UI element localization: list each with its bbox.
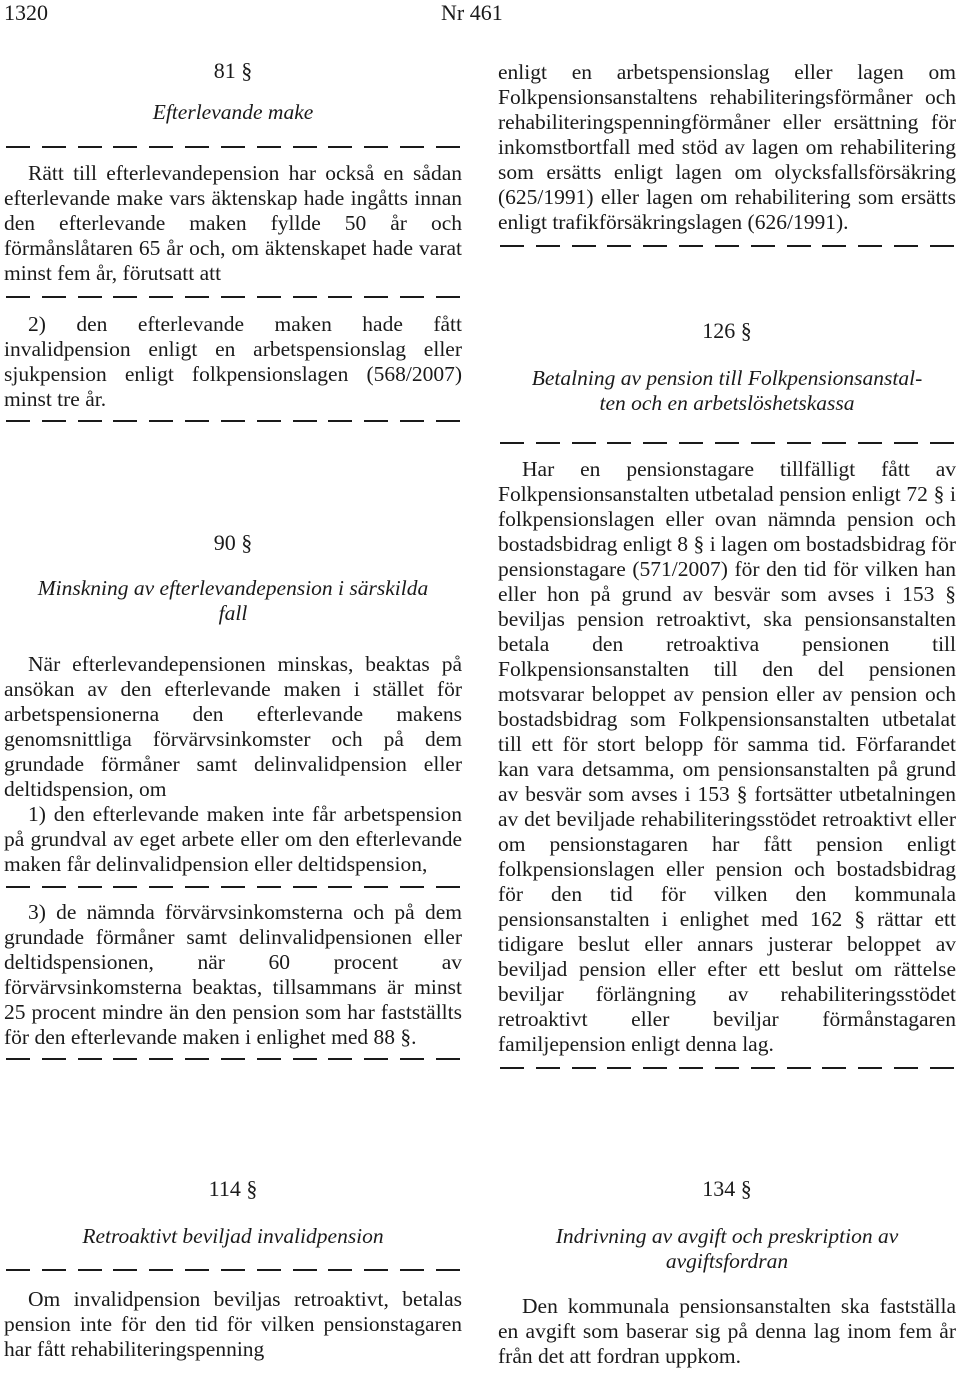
section-title-line-2: ten och en arbetslöshetskassa	[599, 391, 855, 415]
omission-dashes	[4, 1054, 462, 1064]
paragraph: När efterlevandepensionen minskas, beaktas på ansökan av den efterlevande maken i stället för arbetspensionerna den efterlevande makens genomsnittliga förvärvsinkomster och på dem grundade förmåner samt delinvalidpension eller deltidspension, om	[4, 652, 462, 801]
section-134	[498, 1176, 956, 1369]
section-title-line-2: avgiftsfordran	[665, 1249, 789, 1273]
section-title: Retroaktivt beviljad invalidpension	[82, 1224, 384, 1248]
section-title-line-2: fall	[218, 601, 248, 625]
section-126	[498, 318, 956, 1073]
section-90	[4, 530, 462, 1064]
paragraph: enligt en arbetspensionslag eller lagen om Folkpensionsanstaltens rehabiliteringsförmåner och rehabiliteringspenningförmåner eller ersättning för inkomstbortfall med stöd av lagen om rehabilitering som ersätts enligt lagen om olycksfallsförsäkring (625/1991) eller lagen om rehabilitering som ersätts enligt trafikförsäkringslagen (626/1991).	[498, 60, 956, 234]
paragraph: 1) den efterlevande maken inte får arbetspension på grundval av eget arbete eller om den efterlevande maken får delinvalidpension eller deltidspension,	[4, 802, 462, 876]
section-title-line-1: Minskning av efterlevandepension i särskilda	[37, 576, 429, 600]
section-number: 126 §	[702, 318, 752, 343]
section-number: 114 §	[208, 1176, 258, 1201]
section-number: 134 §	[702, 1176, 752, 1201]
omission-dashes	[4, 882, 462, 892]
continued-text	[498, 60, 956, 251]
paragraph: 2) den efterlevande maken hade fått invalidpension enligt en arbetspensionslag eller sjukpension enligt folkpensionslagen (568/2007) minst tre år.	[4, 312, 462, 411]
omission-dashes	[498, 1063, 956, 1073]
paragraph: Den kommunala pensionsanstalten ska fastställa en avgift som baserar sig på denna lag inom fem år från det att fordran uppkom.	[498, 1294, 956, 1368]
paragraph: 3) de nämnda förvärvsinkomsterna och på dem grundade förmåner samt delinvalidpensionen eller deltidspensionen, när 60 procent av förvärvsinkomsterna beaktas, tillsammans är minst 25 procent mindre än den pension som har fastställts för den efterlevande maken i enlighet med 88 §.	[4, 900, 462, 1049]
omission-dashes	[4, 292, 462, 302]
paragraph: Om invalidpension beviljas retroaktivt, betalas pension inte för den tid för vilken pensionstagaren har fått rehabiliteringspenning	[4, 1287, 462, 1361]
omission-dashes	[4, 142, 462, 152]
section-81	[4, 58, 462, 426]
section-title: Efterlevande make	[152, 100, 314, 124]
omission-dashes	[4, 1265, 462, 1275]
section-title-line-1: Betalning av pension till Folkpensionsanstal-	[531, 366, 923, 390]
section-title-line-1: Indrivning av avgift och preskription av	[555, 1224, 899, 1248]
page-number: 1320	[4, 0, 48, 25]
page-header	[0, 0, 960, 32]
section-114	[4, 1176, 462, 1362]
section-number: 90 §	[213, 530, 253, 555]
document-number: Nr 461	[441, 0, 503, 25]
paragraph: Rätt till efterlevandepension har också en sådan efterlevande make vars äktenskap hade ingåtts innan den efterlevande maken fyllde 50 år och förmånslåtaren 65 år och, om äktenskapet hade varat minst fem år, förutsatt att	[4, 161, 462, 285]
paragraph: Har en pensionstagare tillfälligt fått av Folkpensionsanstalten utbetalad pension enligt 72 § i folkpensionslagen eller ovan nämnda pension och bostadsbidrag enligt 8 § i lagen om bostadsbidrag för pensionstagare (571/2007) för den tid för vilken han eller hon på grund av besvär som avses i 153 § beviljas pension retroaktivt, ska pensionsanstalten betala den retroaktiva pensionen till Folkpensionsanstalten till den del pensionen motsvarar beloppet av pension eller av pension och bostadsbidrag som Folkpensionsanstalten utbetalat till ett för stort belopp för samma tid. Förfarandet kan vara detsamma, om pensionsanstalten på grund av besvär som avses i 153 § fortsätter utbetalningen av det beviljade rehabiliteringsstödet retroaktivt eller om pensionstagaren har fått pension enligt folkpensionslagen eller pension och bostadsbidrag för den tid för vilken den kommunala pensionsanstalten i enlighet med 162 § rättar ett tidigare beslut eller annars justerar beloppet av beviljad pension eller efter ett beslut om rättelse beviljar förlängning av rehabiliteringsstödet retroaktivt eller beviljar förmånstagaren familjepension enligt denna lag.	[498, 457, 956, 1056]
omission-dashes	[498, 438, 956, 448]
section-number: 81 §	[213, 58, 253, 83]
omission-dashes	[498, 241, 956, 251]
omission-dashes	[4, 416, 462, 426]
